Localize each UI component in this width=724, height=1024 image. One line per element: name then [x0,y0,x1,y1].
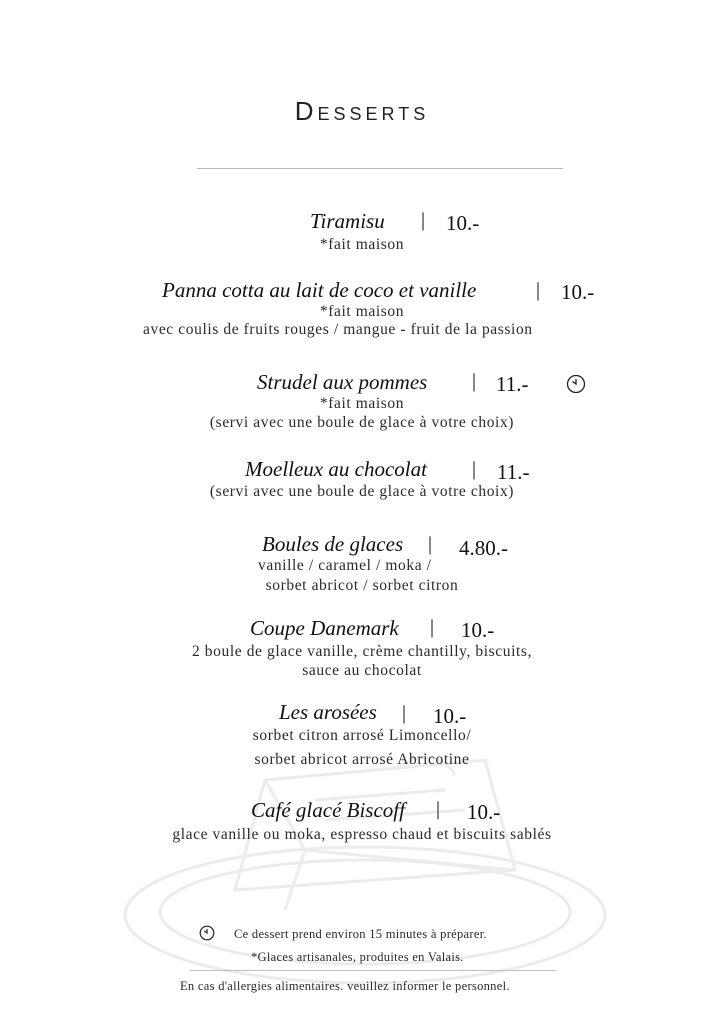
item-separator: | [472,370,477,392]
item-desc-line: sauce au chocolat [302,662,422,679]
item-name-cafe-glace-biscoff: Café glacé Biscoff [251,798,405,822]
clock-icon [199,925,215,941]
item-price-strudel: 11.- [496,372,529,396]
item-desc-line: *fait maison [319,395,405,412]
item-price-coupe-danemark: 10.- [461,618,495,642]
item-name-coupe-danemark: Coupe Danemark [250,616,399,640]
item-separator: | [430,616,435,638]
item-separator: | [402,702,407,724]
page-title: Desserts [294,96,430,126]
item-separator: | [436,798,441,820]
footer-clock-note: Ce dessert prend environ 15 minutes à préparer. [234,927,487,941]
footer-divider [190,970,556,971]
item-price-panna-cotta: 10.- [561,280,595,304]
item-desc-line: glace vanille ou moka, espresso chaud et biscuits sablés [172,826,552,843]
item-desc-line: sorbet citron arrosé Limoncello/ [252,727,472,744]
item-price-boules-de-glaces: 4.80.- [459,536,508,560]
item-desc-line: sorbet abricot / sorbet citron [265,577,459,594]
item-name-boules-de-glaces: Boules de glaces [262,532,404,556]
item-separator: | [421,209,426,231]
item-desc-line: 2 boule de glace vanille, crème chantilly, biscuits, [191,643,533,660]
item-name-panna-cotta: Panna cotta au lait de coco et vanille [162,278,477,302]
item-price-cafe-glace-biscoff: 10.- [467,800,501,824]
item-price-tiramisu: 10.- [446,211,480,235]
title-divider [197,168,563,169]
item-desc-line: *fait maison [319,236,405,253]
item-desc-line: sorbet abricot arrosé Abricotine [254,751,470,768]
item-name-tiramisu: Tiramisu [310,209,385,233]
item-name-les-arosees: Les arosées [279,700,377,724]
item-desc-line: (servi avec une boule de glace à votre choix) [209,483,515,500]
item-desc-line: *fait maison [319,303,405,320]
item-desc-line: vanille / caramel / moka / [258,557,432,574]
item-desc-line: avec coulis de fruits rouges / mangue - fruit de la passion [143,321,533,338]
item-separator: | [428,533,433,555]
footer-allergy-note: En cas d'allergies alimentaires. veuillez informer le personnel. [180,979,510,993]
item-name-strudel: Strudel aux pommes [257,370,428,394]
item-desc-line: (servi avec une boule de glace à votre choix) [209,414,515,431]
item-name-moelleux: Moelleux au chocolat [245,457,427,481]
clock-icon [566,374,586,394]
footer-glaces-note: *Glaces artisanales, produites en Valais. [251,950,464,964]
item-price-les-arosees: 10.- [433,704,467,728]
item-price-moelleux: 11.- [497,460,530,484]
item-separator: | [472,458,477,480]
item-separator: | [536,279,541,301]
